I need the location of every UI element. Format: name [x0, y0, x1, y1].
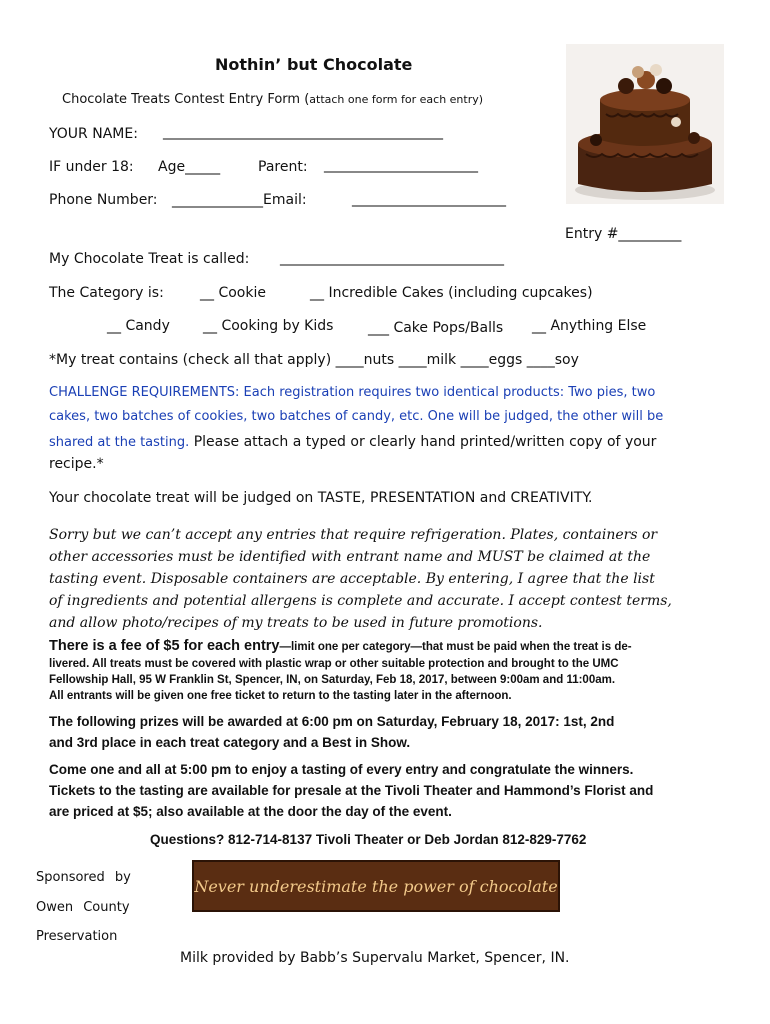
subtitle-note: attach one form for each entry): [309, 93, 484, 106]
challenge-line-1: CHALLENGE REQUIREMENTS: Each registration requires two identical products: Two pies, two: [49, 385, 656, 400]
fee-line-4: All entrants will be given one free ticket to return to the tasting later in the afternoon.: [49, 690, 512, 702]
fee-line-1-rest: —limit one per category—that must be paid when the treat is de-: [279, 641, 632, 653]
form-subtitle: [62, 92, 483, 107]
judging-criteria: Your chocolate treat will be judged on TASTE, PRESENTATION and CREATIVITY.: [49, 490, 593, 506]
under18-label: IF under 18:: [49, 159, 134, 175]
motto-text: Never underestimate the power of chocolate: [194, 876, 558, 896]
tasting-line-3: are priced at $5; also available at the door the day of the event.: [49, 804, 452, 819]
challenge-line-3: [49, 430, 656, 455]
disclaimer-line-1: Sorry but we can’t accept any entries that require refrigeration. Plates, containers or: [49, 527, 658, 543]
category-cooking-by-kids[interactable]: __ Cooking by Kids: [203, 318, 334, 334]
prizes-line-1: The following prizes will be awarded at 6:00 pm on Saturday, February 18, 2017: 1st, 2nd: [49, 714, 615, 729]
chocolate-cake-image: [566, 44, 724, 204]
page-title: Nothin’ but Chocolate: [215, 55, 413, 74]
fee-line-2: livered. All treats must be covered with plastic wrap or other suitable protection and brought to the UMC: [49, 658, 619, 670]
prizes-line-2: and 3rd place in each treat category and a Best in Show.: [49, 735, 411, 750]
name-label: YOUR NAME:: [49, 126, 138, 142]
category-anything-else[interactable]: __ Anything Else: [532, 318, 647, 334]
sponsor-line-3: Preservation: [36, 929, 118, 944]
sponsor-line-1: Sponsored by: [36, 870, 131, 885]
questions-contact: Questions? 812-714-8137 Tivoli Theater or Deb Jordan 812-829-7762: [150, 832, 587, 847]
parent-field[interactable]: ______________________: [324, 157, 478, 173]
allergen-checklist[interactable]: *My treat contains (check all that apply) ____nuts ____milk ____eggs ____soy: [49, 352, 579, 368]
fee-line-3: Fellowship Hall, 95 W Franklin St, Spencer, IN, on Saturday, Feb 18, 2017, between 9:00am and 11:00am.: [49, 674, 616, 686]
category-cookie[interactable]: __ Cookie: [200, 285, 266, 301]
category-candy[interactable]: __ Candy: [107, 318, 170, 334]
disclaimer-line-5: and allow photo/recipes of my treats to be used in future promotions.: [49, 615, 543, 631]
name-field[interactable]: ________________________________________: [163, 124, 443, 140]
phone-email-field[interactable]: _____________Email:: [172, 192, 307, 208]
parent-label: Parent:: [258, 159, 308, 175]
phone-label: Phone Number:: [49, 192, 158, 208]
email-field[interactable]: ______________________: [352, 191, 506, 207]
sponsor-line-2: Owen County: [36, 900, 130, 915]
category-cake-pops[interactable]: ___ Cake Pops/Balls: [368, 320, 504, 336]
category-incredible-cakes[interactable]: __ Incredible Cakes (including cupcakes): [310, 285, 593, 301]
disclaimer-line-3: tasting event. Disposable containers are acceptable. By entering, I agree that the list: [49, 571, 655, 587]
challenge-line-2: cakes, two batches of cookies, two batches of candy, etc. One will be judged, the other will be: [49, 409, 664, 424]
challenge-line-4: recipe.*: [49, 456, 104, 472]
treat-name-label: My Chocolate Treat is called:: [49, 251, 250, 267]
milk-sponsor: Milk provided by Babb’s Supervalu Market, Spencer, IN.: [180, 950, 570, 966]
age-field[interactable]: Age_____: [158, 159, 221, 175]
motto-banner: [192, 860, 560, 912]
tasting-line-1: Come one and all at 5:00 pm to enjoy a tasting of every entry and congratulate the winners.: [49, 762, 634, 777]
treat-name-field[interactable]: ________________________________: [280, 250, 504, 266]
subtitle-main: Chocolate Treats Contest Entry Form (: [62, 92, 310, 107]
disclaimer-line-2: other accessories must be identified with entrant name and MUST be claimed at the: [49, 549, 651, 565]
challenge-line-3-black: Please attach a typed or clearly hand printed/written copy of your: [189, 434, 657, 450]
category-label: The Category is:: [49, 285, 164, 301]
fee-line-1: [49, 638, 632, 655]
tasting-line-2: Tickets to the tasting are available for presale at the Tivoli Theater and Hammond’s Florist and: [49, 783, 654, 798]
fee-lead: There is a fee of $5 for each entry: [49, 638, 280, 654]
disclaimer-line-4: of ingredients and potential allergens is complete and accurate. I accept contest terms,: [49, 593, 672, 609]
challenge-line-3-blue: shared at the tasting.: [49, 435, 190, 450]
entry-number-field[interactable]: Entry #_________: [565, 226, 682, 242]
